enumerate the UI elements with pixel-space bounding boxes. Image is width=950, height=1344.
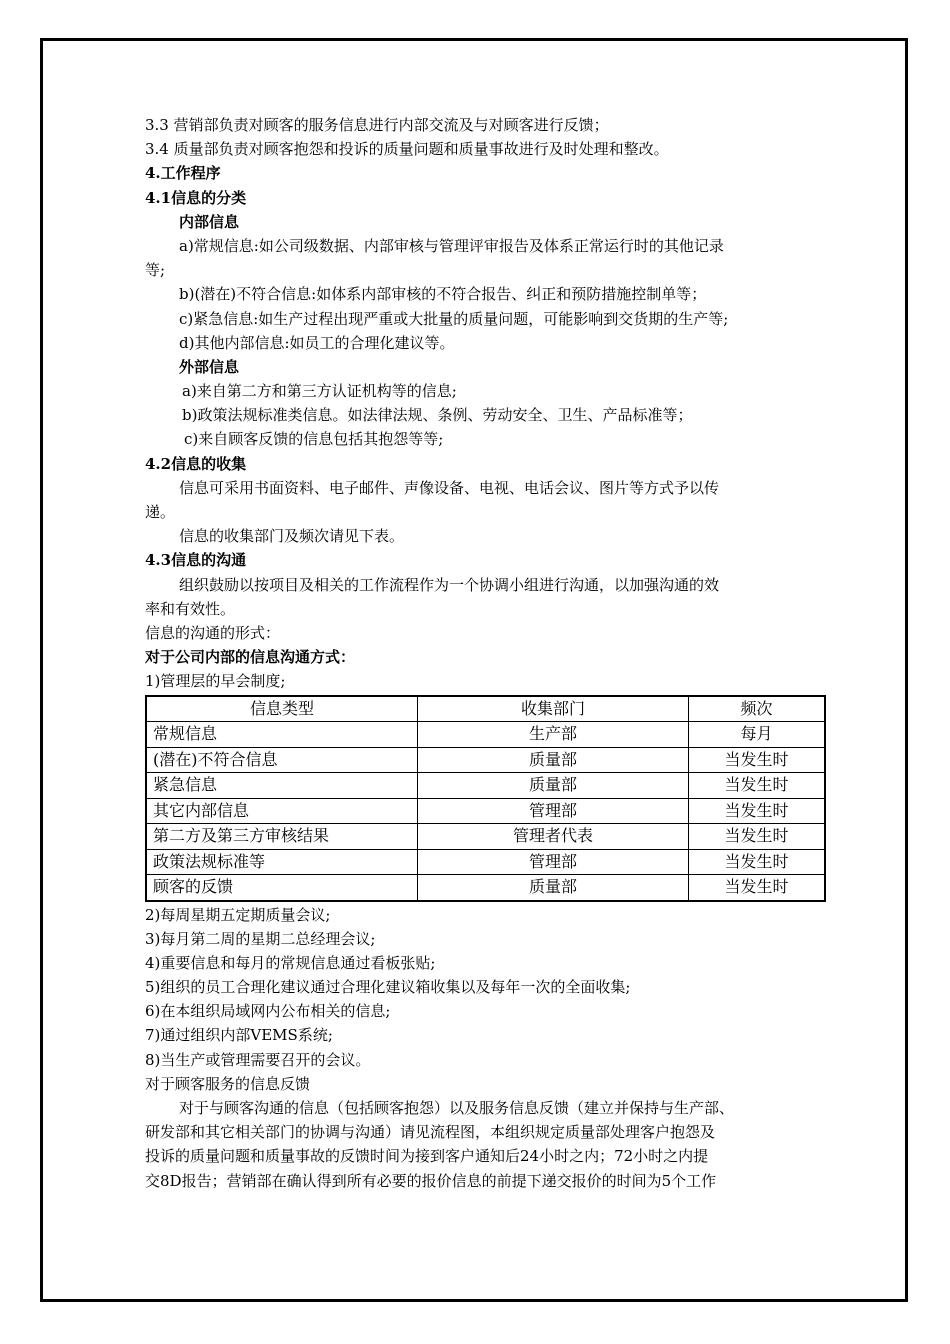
text-line: a)常规信息:如公司级数据、内部审核与管理评审报告及体系正常运行时的其他记录 — [179, 236, 724, 255]
text-line: 递。 — [145, 503, 176, 521]
table-cell: 管理部 — [418, 798, 689, 824]
text-line: 对于与顾客沟通的信息（包括顾客抱怨）以及服务信息反馈（建立并保持与生产部、 — [179, 1099, 735, 1117]
table-cell: (潜在)不符合信息 — [146, 747, 418, 773]
table-cell: 质量部 — [418, 875, 689, 901]
table-cell: 常规信息 — [146, 722, 418, 748]
table-header-cell: 频次 — [689, 696, 826, 722]
text-line: b)政策法规标准类信息。如法律法规、条例、劳动安全、卫生、产品标准等； — [182, 406, 693, 425]
table-cell: 当发生时 — [689, 875, 826, 901]
text-line: c)紧急信息:如生产过程出现严重或大批量的质量问题，可能影响到交货期的生产等; — [179, 309, 729, 328]
table-cell: 顾客的反馈 — [146, 875, 418, 901]
table-row — [146, 875, 825, 901]
text-line: 信息的收集部门及频次请见下表。 — [179, 527, 405, 546]
table-cell: 当发生时 — [689, 798, 826, 824]
text-line: 2)每周星期五定期质量会议; — [145, 905, 331, 924]
table-row — [146, 849, 825, 875]
text-line: 4.2信息的收集 — [145, 454, 247, 473]
text-line: 交8D报告；营销部在确认得到所有必要的报价信息的前提下递交报价的时间为5个工作 — [145, 1171, 717, 1190]
table-cell: 每月 — [689, 722, 826, 748]
table-row — [146, 747, 825, 773]
table-cell: 当发生时 — [689, 773, 826, 799]
table-cell: 当发生时 — [689, 824, 826, 850]
table-header-row — [146, 696, 825, 722]
text-line: c)来自顾客反馈的信息包括其抱怨等等; — [184, 430, 444, 449]
text-line: 4.1信息的分类 — [145, 188, 247, 207]
text-line: 4)重要信息和每月的常规信息通过看板张贴; — [145, 953, 436, 972]
document-body — [145, 113, 890, 1193]
text-line: 4.工作程序 — [145, 164, 221, 183]
text-line: 投诉的质量问题和质量事故的反馈时间为接到客户通知后24小时之内；72小时之内提 — [145, 1147, 709, 1166]
text-line: 3)每月第二周的星期二总经理会议; — [145, 929, 376, 948]
table-cell: 管理部 — [418, 849, 689, 875]
text-line: 对于顾客服务的信息反馈 — [145, 1074, 311, 1093]
text-line: 外部信息 — [179, 357, 240, 376]
text-line: 3.4 质量部负责对顾客抱怨和投诉的质量问题和质量事故进行及时处理和整改。 — [145, 140, 669, 159]
table-cell: 质量部 — [418, 747, 689, 773]
text-line: 信息可采用书面资料、电子邮件、声像设备、电视、电话会议、图片等方式予以传 — [179, 478, 720, 497]
table-cell: 质量部 — [418, 773, 689, 799]
text-line: 5)组织的员工合理化建议通过合理化建议箱收集以及每年一次的全面收集; — [145, 978, 631, 997]
text-line: 内部信息 — [179, 212, 240, 231]
table-row — [146, 824, 825, 850]
table-cell: 管理者代表 — [418, 824, 689, 850]
table-row — [146, 773, 825, 799]
table-header-cell: 信息类型 — [146, 696, 418, 722]
text-line: 4.3信息的沟通 — [145, 551, 247, 570]
table-cell: 当发生时 — [689, 747, 826, 773]
table-cell: 紧急信息 — [146, 773, 418, 799]
text-line: 6)在本组织局域网内公布相关的信息; — [145, 1002, 391, 1021]
text-line: d)其他内部信息:如员工的合理化建议等。 — [179, 333, 455, 352]
table-cell: 政策法规标准等 — [146, 849, 418, 875]
text-line: 组织鼓励以按项目及相关的工作流程作为一个协调小组进行沟通，以加强沟通的效 — [179, 575, 720, 594]
table-header-cell: 收集部门 — [418, 696, 689, 722]
text-line: 率和有效性。 — [145, 599, 236, 618]
text-line: 1)管理层的早会制度; — [145, 672, 286, 691]
table-cell: 当发生时 — [689, 849, 826, 875]
table-cell: 第二方及第三方审核结果 — [146, 824, 418, 850]
text-line: b)(潜在)不符合信息:如体系内部审核的不符合报告、纠正和预防措施控制单等； — [179, 285, 707, 304]
text-section-top — [145, 113, 890, 694]
text-line: 信息的沟通的形式： — [145, 623, 281, 642]
text-line: 7)通过组织内部VEMS系统; — [145, 1026, 333, 1045]
info-collection-table — [145, 695, 826, 902]
table-row — [146, 798, 825, 824]
table-cell: 生产部 — [418, 722, 689, 748]
table-cell: 其它内部信息 — [146, 798, 418, 824]
text-line: 8)当生产或管理需要召开的会议。 — [145, 1050, 371, 1069]
text-line: 研发部和其它相关部门的协调与沟通）请见流程图，本组织规定质量部处理客户抱怨及 — [145, 1123, 716, 1142]
text-section-bottom — [145, 903, 890, 1193]
text-line: a)来自第二方和第三方认证机构等的信息; — [182, 382, 457, 401]
text-line: 3.3 营销部负责对顾客的服务信息进行内部交流及与对顾客进行反馈； — [145, 116, 609, 134]
text-line: 对于公司内部的信息沟通方式： — [145, 648, 356, 667]
table-row — [146, 722, 825, 748]
text-line: 等; — [145, 261, 166, 280]
